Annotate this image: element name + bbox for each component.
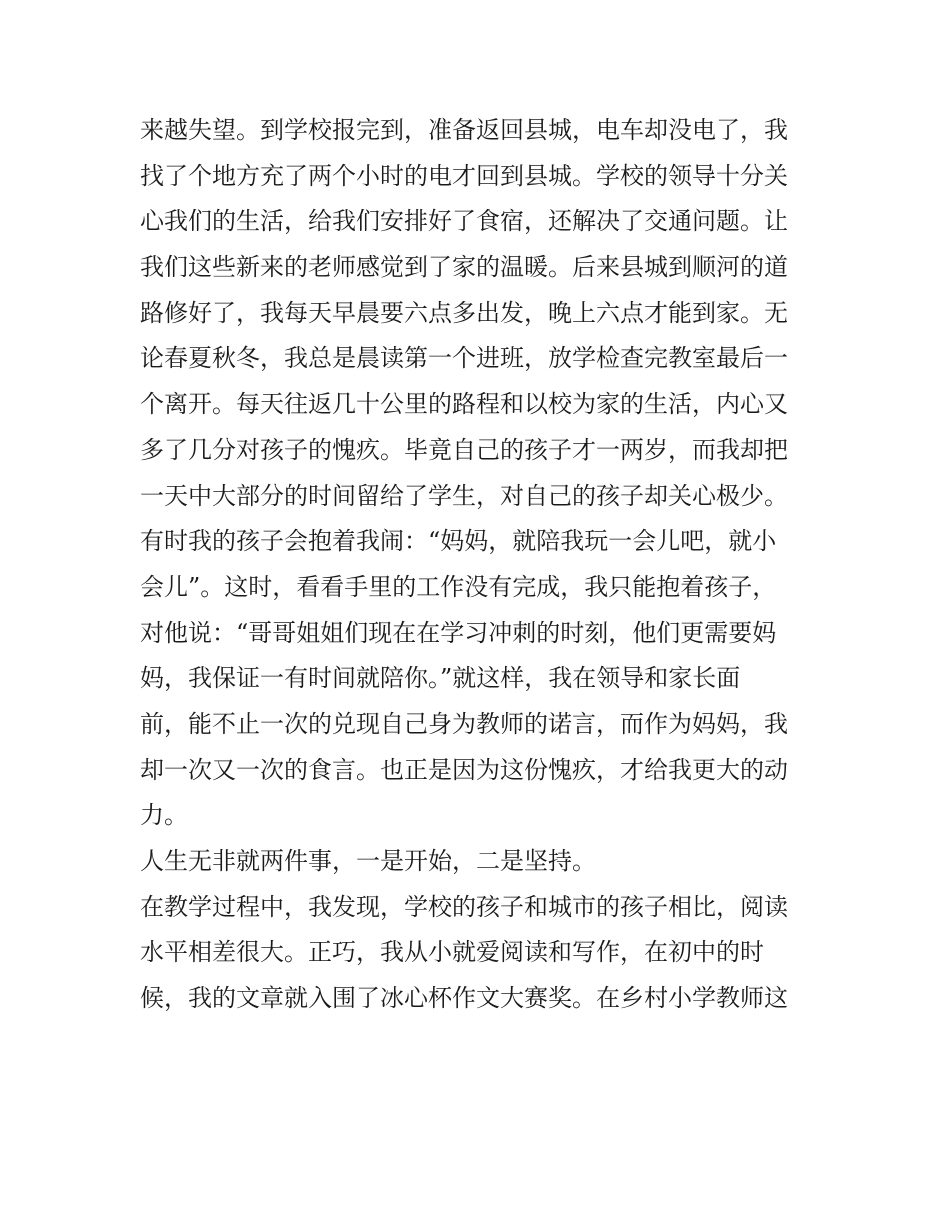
text-line: 我们这些新来的老师感觉到了家的温暖。后来县城到顺河的道 [140,253,788,282]
text-line: 会儿”。这时，看看手里的工作没有完成，我只能抱着孩子， [140,572,777,601]
text-line: 路修好了，我每天早晨要六点多出发，晚上六点才能到家。无 [140,298,788,327]
text-line: 有时我的孩子会抱着我闹：“妈妈，就陪我玩一会儿吧，就小 [140,527,777,556]
text-line: 水平相差很大。正巧，我从小就爱阅读和写作，在初中的时 [140,938,764,967]
text-line: 人生无非就两件事，一是开始，二是坚持。 [140,847,596,875]
text-line: 个离开。每天往返几十公里的路程和以校为家的生活，内心又 [140,390,788,419]
text-line: 一天中大部分的时间留给了学生，对自己的孩子却关心极少。 [140,481,788,510]
text-line: 论春夏秋冬，我总是晨读第一个进班，放学检查完教室最后一 [140,344,788,373]
text-line: 妈，我保证一有时间就陪你。”就这样，我在领导和家长面 [140,664,741,693]
text-line: 找了个地方充了两个小时的电才回到县城。学校的领导十分关 [140,161,788,190]
text-line: 对他说：“哥哥姐姐们现在在学习冲刺的时刻，他们更需要妈 [140,618,777,647]
text-line: 前，能不止一次的兑现自己身为教师的诺言，而作为妈妈，我 [140,709,788,738]
body-text [140,108,820,1022]
text-line: 力。 [140,801,188,830]
text-line: 心我们的生活，给我们安排好了食宿，还解决了交通问题。让 [140,207,788,236]
text-line: 来越失望。到学校报完到，准备返回县城，电车却没电了，我 [140,116,788,144]
text-line: 多了几分对孩子的愧疚。毕竟自己的孩子才一两岁，而我却把 [140,435,788,464]
text-line: 在教学过程中，我发现，学校的孩子和城市的孩子相比，阅读 [140,892,788,921]
text-line: 却一次又一次的食言。也正是因为这份愧疚，才给我更大的动 [140,755,788,784]
text-line: 候，我的文章就入围了冰心杯作文大赛奖。在乡村小学教师这 [140,984,788,1013]
